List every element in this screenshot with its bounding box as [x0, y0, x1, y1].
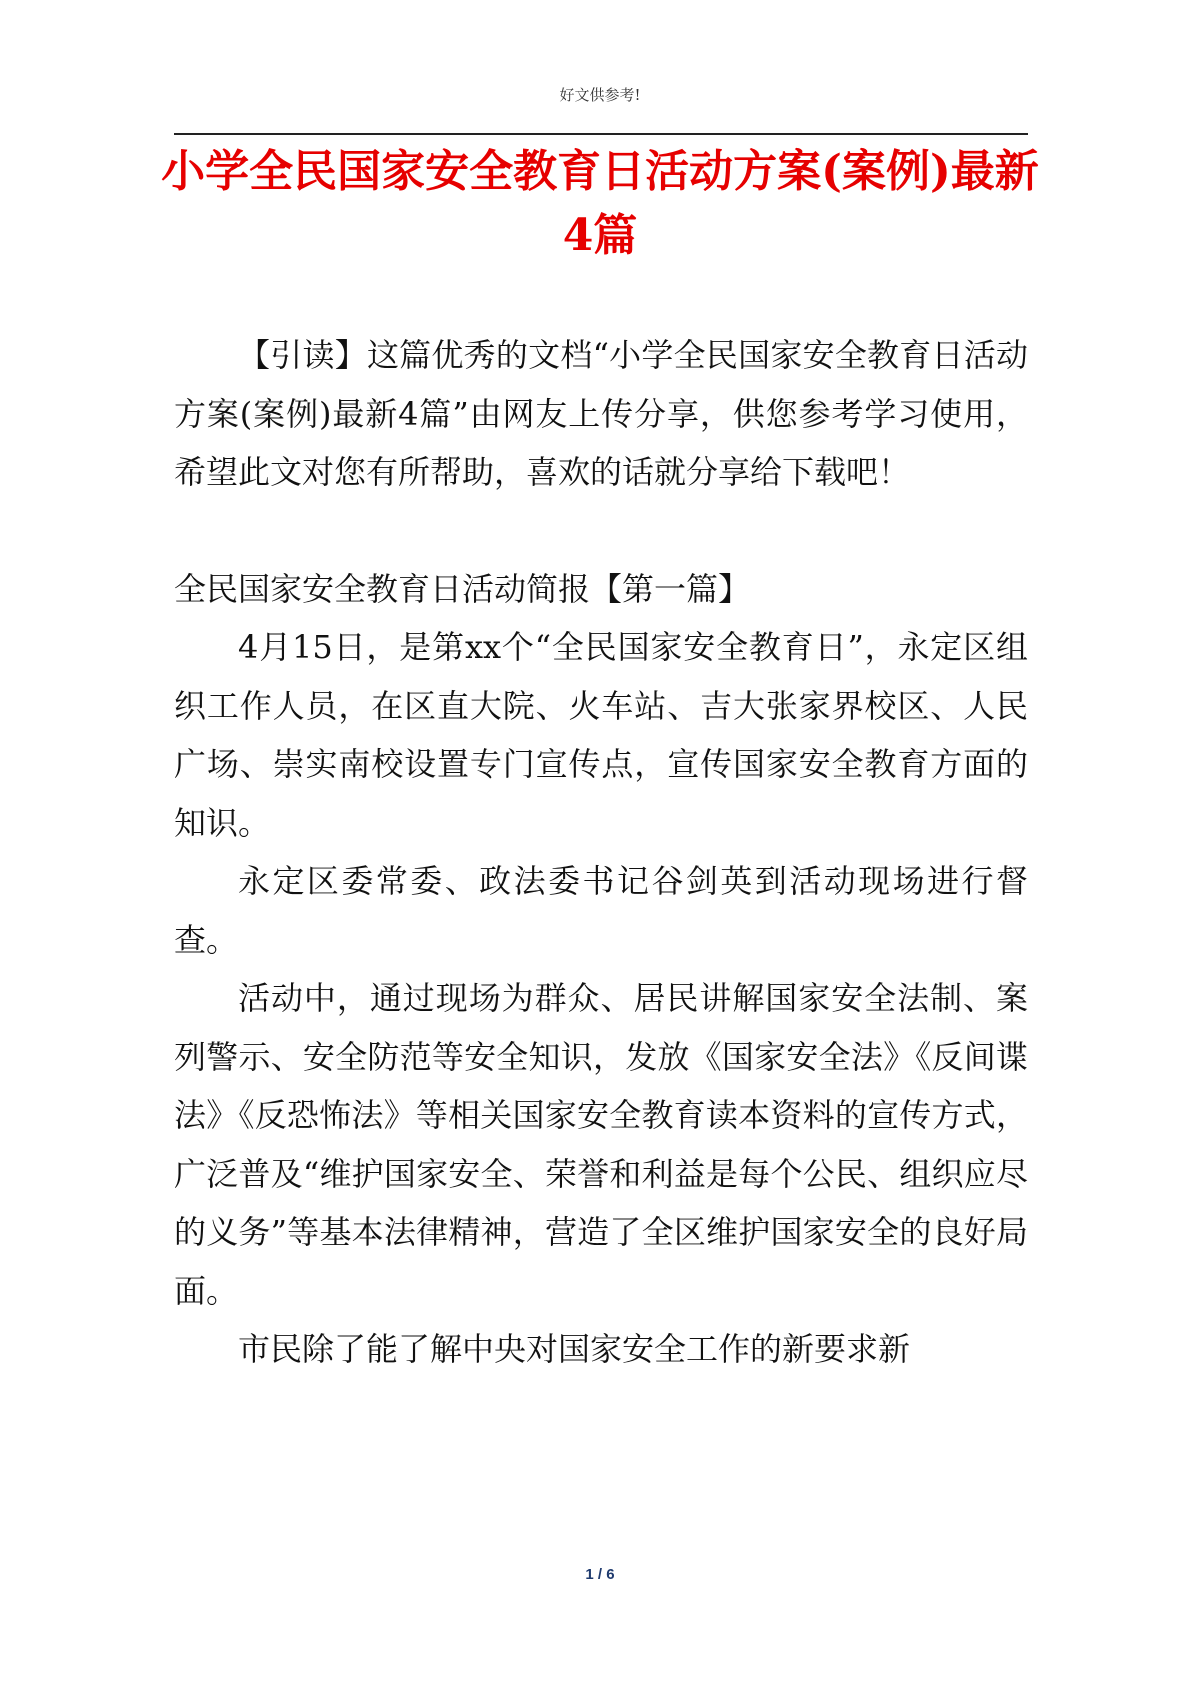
document-title: 小学全民国家安全教育日活动方案(案例)最新4篇 [161, 146, 1039, 261]
body-paragraph-3: 活动中，通过现场为群众、居民讲解国家安全法制、案列警示、安全防范等安全知识，发放《国家安全法》《反间谍法》《反恐怖法》等相关国家安全教育读本资料的宣传方式，广泛普及“维护国家安全、荣誉和利益是每个公民、组织应尽的义务”等基本法律精神，营造了全区维护国家安全的良好局面。 [174, 979, 1028, 1310]
body-paragraph-2: 永定区委常委、政法委书记谷剑英到活动现场进行督查。 [174, 862, 1028, 959]
body-paragraph-1: 4月15日，是第xx个“全民国家安全教育日”，永定区组织工作人员，在区直大院、火车站、吉大张家界校区、人民广场、崇实南校设置专门宣传点，宣传国家安全教育方面的知识。 [174, 628, 1028, 842]
section-heading: 全民国家安全教育日活动简报【第一篇】 [174, 569, 751, 608]
page-header: 好文供参考! [559, 86, 641, 104]
page-number: 1 / 6 [585, 1566, 615, 1583]
header-divider [174, 133, 1028, 135]
document-body [174, 326, 1028, 1379]
body-paragraph-4: 市民除了能了解中央对国家安全工作的新要求新 [238, 1330, 911, 1368]
intro-paragraph: 【引读】这篇优秀的文档“小学全民国家安全教育日活动方案(案例)最新4篇”由网友上传分享，供您参考学习使用，希望此文对您有所帮助，喜欢的话就分享给下载吧！ [174, 336, 1028, 491]
